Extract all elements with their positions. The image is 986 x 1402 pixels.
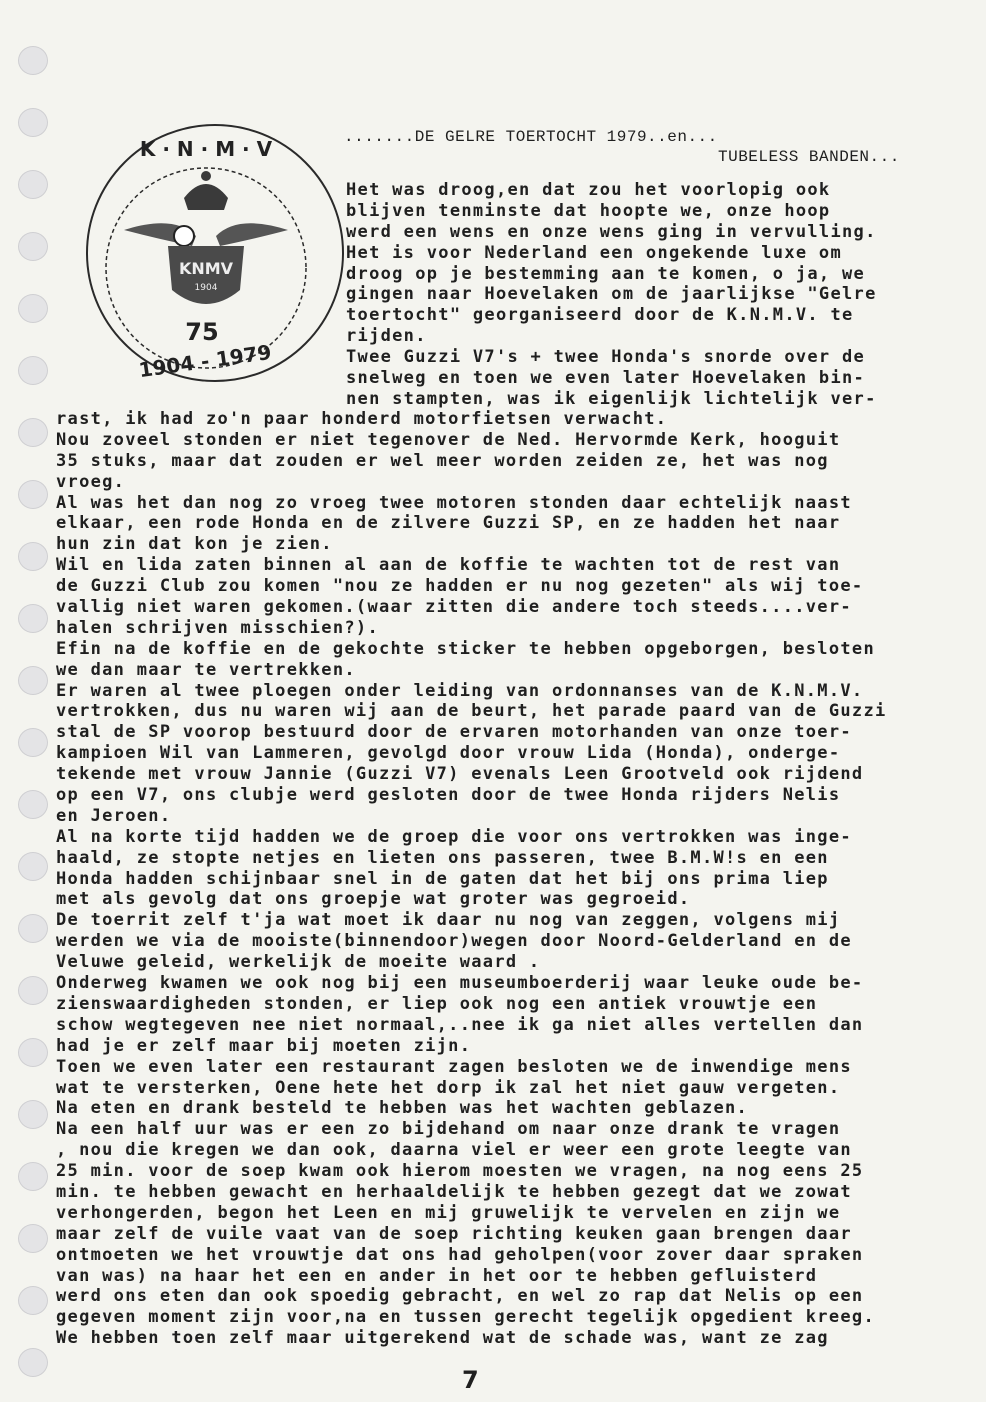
punch-hole <box>18 356 48 385</box>
text-line: stal de SP voorop bestuurd door de ervaren motorhanden van onze toer- <box>56 722 852 743</box>
punch-hole <box>18 604 48 633</box>
text-line <box>56 1349 956 1370</box>
text-line: Al na korte tijd hadden we de groep die voor ons vertrokken was inge- <box>56 826 852 847</box>
text-line: rijden. <box>346 326 427 347</box>
text-line: Twee Guzzi V7's + twee Honda's snorde over de <box>346 347 866 368</box>
punch-hole <box>18 542 48 571</box>
text-line: we dan maar te vertrekken. <box>56 659 356 680</box>
punch-hole <box>18 46 48 75</box>
text-line: had je er zelf maar bij moeten zijn. <box>56 1035 472 1056</box>
text-line: verhongerden, begon het Leen en mij gruwelijk te vervelen en zijn we <box>56 1202 841 1223</box>
text-line: zienswaardigheden stonden, er liep ook nog een antiek vrouwtje een <box>56 993 818 1014</box>
punch-hole <box>18 480 48 509</box>
text-line: gingen naar Hoevelaken om de jaarlijkse "Gelre <box>346 284 877 305</box>
binder-punch-holes <box>0 0 60 1402</box>
text-line: elkaar, een rode Honda en de zilvere Guzzi SP, en ze hadden het naar <box>56 513 841 534</box>
text-line: vallig niet waren gekomen.(waar zitten die andere toch steeds....ver- <box>56 597 852 618</box>
text-line: Toen we even later een restaurant zagen besloten we de inwendige mens <box>56 1056 852 1077</box>
punch-hole <box>18 294 48 323</box>
text-line: 35 stuks, maar dat zouden er wel meer worden zeiden ze, het was nog <box>56 450 829 471</box>
text-line: 25 min. voor de soep kwam ook hierom moesten we vragen, na nog eens 25 <box>56 1161 864 1182</box>
logo-top-text: K · N · M · V <box>139 137 273 161</box>
text-line: Wil en lida zaten binnen al aan de koffie te wachten tot de rest van <box>56 555 841 576</box>
text-line: Na eten en drank besteld te hebben was het wachten geblazen. <box>56 1098 749 1119</box>
text-line: blijven tenminste dat hoopte we, onze hoop <box>346 200 831 221</box>
punch-hole <box>18 1348 48 1377</box>
text-line: Het is voor Nederland een ongekende luxe om <box>346 242 842 263</box>
text-line: en Jeroen. <box>56 805 172 826</box>
logo-badge-text: KNMV <box>178 259 234 278</box>
logo-anniversary-number: 75 <box>185 318 219 346</box>
text-line: gegeven moment zijn voor,na en tussen gerecht tegelijk opgedient kreeg. <box>56 1307 875 1328</box>
text-line: werden we via de mooiste(binnendoor)wegen door Noord-Gelderland en de <box>56 931 852 952</box>
text-line: maar zelf de vuile vaat van de soep richting keuken gaan brengen daar <box>56 1223 852 1244</box>
text-line: hun zin dat kon je zien. <box>56 534 333 555</box>
text-line: werd ons eten dan ook spoedig gebracht, en wel zo rap dat Nelis op een <box>56 1286 864 1307</box>
text-line: nen stampten, was ik eigenlijk lichtelijk ver- <box>346 388 877 409</box>
text-line: Het was droog,en dat zou het voorlopig ook <box>346 180 831 200</box>
text-line: met als gevolg dat ons groepje wat groter was gegroeid. <box>56 889 691 910</box>
text-line: haald, ze stopte netjes en lieten ons passeren, twee B.M.W!s en een <box>56 847 829 868</box>
text-line: Onderweg kwamen we ook nog bij een museumboerderij waar leuke oude be- <box>56 973 864 994</box>
text-line: halen schrijven misschien?). <box>56 617 379 638</box>
punch-hole <box>18 790 48 819</box>
punch-hole <box>18 728 48 757</box>
text-line: werd een wens en onze wens ging in vervulling. <box>346 221 877 242</box>
text-line: snelweg en toen we even later Hoevelaken bin- <box>346 368 866 389</box>
punch-hole <box>18 1038 48 1067</box>
text-line: vroeg. <box>56 471 126 492</box>
punch-hole <box>18 976 48 1005</box>
logo-badge-year: 1904 <box>194 283 218 293</box>
text-line: rast, ik had zo'n paar honderd motorfietsen verwacht. <box>56 409 668 429</box>
article-subtitle: TUBELESS BANDEN... <box>718 148 900 166</box>
text-line: van was) na haar het een en ander in het oor te hebben gefluisterd <box>56 1265 818 1286</box>
text-line: schow wegtegeven nee niet normaal,..nee ik ga niet alles vertellen dan <box>56 1014 864 1035</box>
text-line: vertrokken, dus nu waren wij aan de beurt, het parade paard van de Guzzi <box>56 701 887 722</box>
punch-hole <box>18 232 48 261</box>
punch-hole <box>18 1224 48 1253</box>
punch-hole <box>18 852 48 881</box>
text-line: We hebben toen zelf maar uitgerekend wat de schade was, want ze zag <box>56 1328 829 1349</box>
text-line: droog op je bestemming aan te komen, o ja, we <box>346 263 866 284</box>
text-line: Efin na de koffie en de gekochte sticker te hebben opgeborgen, besloten <box>56 638 875 659</box>
punch-hole <box>18 170 48 199</box>
text-line: Na een half uur was er een zo bijdehand om naar onze drank te vragen <box>56 1119 841 1140</box>
text-line: Er waren al twee ploegen onder leiding van ordonnanses van de K.N.M.V. <box>56 680 864 701</box>
text-line: wat te versterken, Oene hete het dorp ik zal het niet gauw vergeten. <box>56 1077 841 1098</box>
text-line: De toerrit zelf t'ja wat moet ik daar nu nog van zeggen, volgens mij <box>56 910 841 931</box>
punch-hole <box>18 108 48 137</box>
text-line: kampioen Wil van Lammeren, gevolgd door vrouw Lida (Honda), onderge- <box>56 743 841 764</box>
article-title: .......DE GELRE TOERTOCHT 1979..en... <box>344 128 718 146</box>
text-line: Honda hadden schijnbaar snel in de gaten dat het bij ons prima liep <box>56 868 829 889</box>
intro-paragraph <box>346 180 936 410</box>
text-line: toertocht" georganiseerd door de K.N.M.V. te <box>346 305 854 326</box>
text-line: Al was het dan nog zo vroeg twee motoren stonden daar echtelijk naast <box>56 492 852 513</box>
punch-hole <box>18 1286 48 1315</box>
text-line: op een V7, ons clubje werd gesloten door de twee Honda rijders Nelis <box>56 785 841 806</box>
article-body <box>56 409 956 1370</box>
text-line: Nou zoveel stonden er niet tegenover de Ned. Hervormde Kerk, hooguit <box>56 429 841 450</box>
knmv-anniversary-logo <box>84 118 346 388</box>
page-number: 7 <box>462 1366 479 1394</box>
text-line: , nou die kregen we dan ook, daarna viel er weer een grote leegte van <box>56 1140 852 1161</box>
punch-hole <box>18 914 48 943</box>
text-line: ontmoeten we het vrouwtje dat ons had geholpen(voor zover daar spraken <box>56 1244 864 1265</box>
logo-years: 1904 - 1979 <box>137 339 273 383</box>
text-line: tekende met vrouw Jannie (Guzzi V7) evenals Leen Grootveld ook rijdend <box>56 764 864 785</box>
punch-hole <box>18 1162 48 1191</box>
punch-hole <box>18 418 48 447</box>
text-line: Veluwe geleid, werkelijk de moeite waard . <box>56 952 541 973</box>
text-line: min. te hebben gewacht en herhaaldelijk te hebben gezegt dat we zowat <box>56 1181 852 1202</box>
punch-hole <box>18 1100 48 1129</box>
text-line: de Guzzi Club zou komen "nou ze hadden er nu nog gezeten" als wij toe- <box>56 576 864 597</box>
punch-hole <box>18 666 48 695</box>
